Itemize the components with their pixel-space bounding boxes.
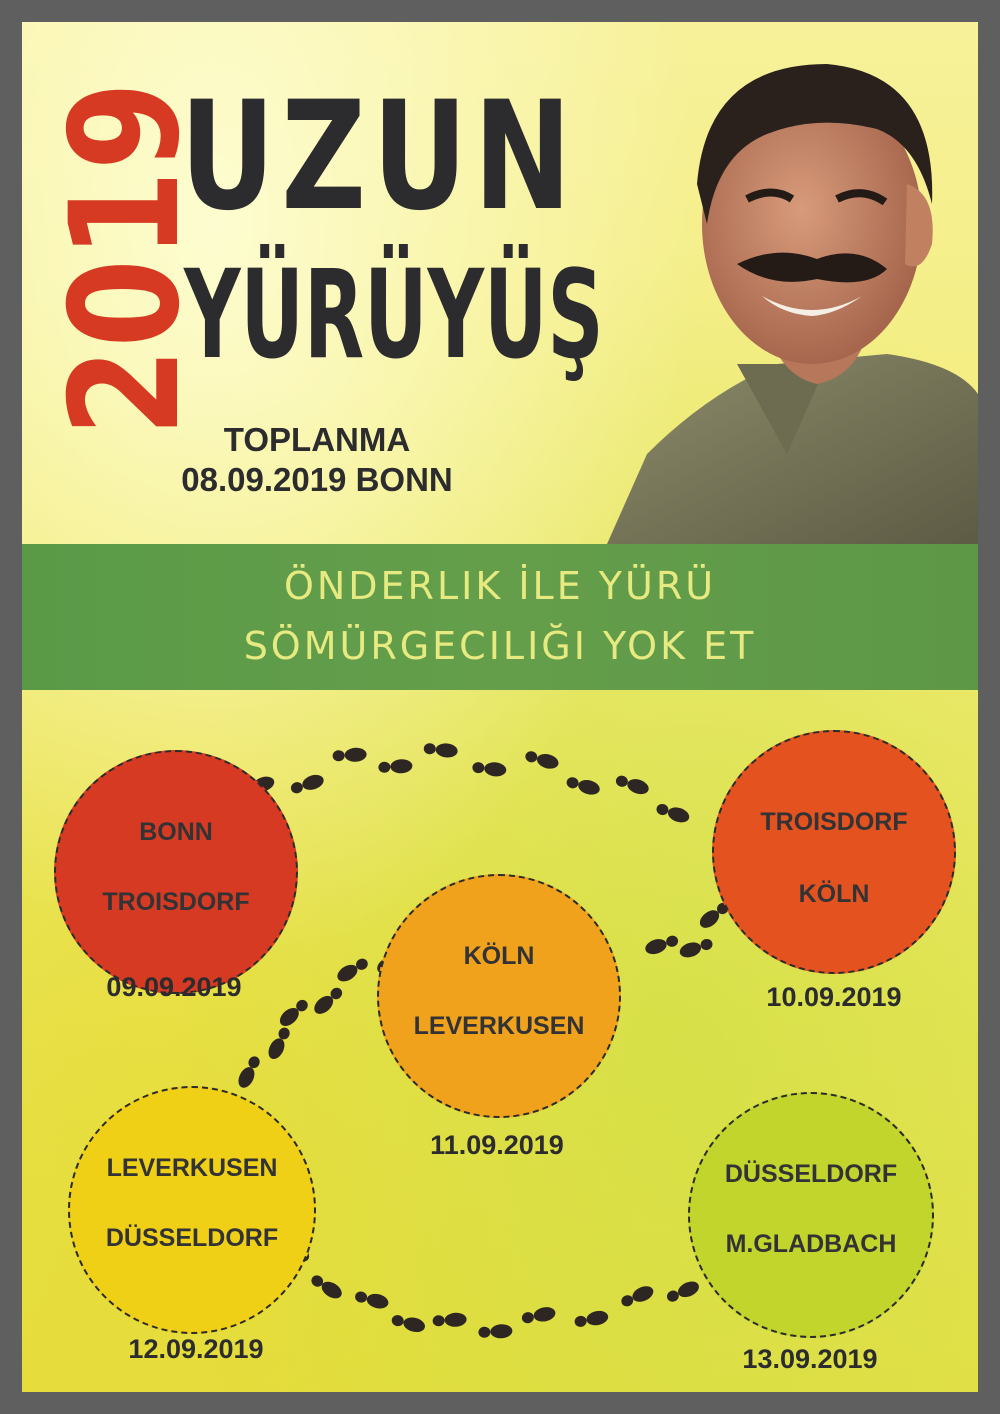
footprint-icon [332,747,367,763]
stage-circle-dusseldorf-mgladbach [688,1092,934,1338]
stage-circle-leverkusen-dusseldorf [68,1086,316,1334]
year-text: 2019 [37,81,213,437]
stage-to: KÖLN [798,880,870,908]
stage-circle-troisdorf-koln [712,730,956,974]
slogan-line-1: ÖNDERLIK İLE YÜRÜ [283,564,717,608]
footprint-icon [524,748,561,771]
stage-circle-bonn-troisdorf [54,750,298,994]
stage-from: KÖLN [463,942,535,970]
stage-to: DÜSSELDORF [105,1224,279,1252]
footprint-icon [308,1272,344,1302]
footprint-icon [334,955,370,985]
footprint-icon [521,1305,557,1325]
gathering-label: TOPLANMA [223,421,411,458]
footprint-icon [678,936,715,960]
footprint-icon [472,760,507,777]
footprint-icon [378,759,413,775]
stage-date: 10.09.2019 [766,982,902,1012]
slogan-line-2: SÖMÜRGECILIĞI YOK ET [243,624,757,668]
footprint-icon [665,1278,702,1304]
stage-circle-koln-leverkusen [377,874,621,1118]
title-line-1: UZUN [180,70,578,244]
footprint-icon [423,741,458,758]
stage-date: 12.09.2019 [128,1334,264,1364]
footprint-icon [265,1025,293,1062]
stage-date: 09.09.2019 [106,972,242,1002]
stage-date: 13.09.2019 [742,1344,878,1374]
footprint-icon [235,1054,263,1091]
stage-to: TROISDORF [102,888,250,916]
stage-from: DÜSSELDORF [724,1160,898,1188]
stage-to: LEVERKUSEN [413,1012,585,1040]
footprint-icon [614,773,651,797]
title-line-2: YÜRÜYÜŞ [184,244,604,386]
stage-to: M.GLADBACH [725,1230,897,1258]
footprint-icon [354,1289,390,1311]
poster [22,22,978,1392]
footprint-icon [573,1309,609,1329]
footprint-icon [432,1312,467,1328]
stage-date: 11.09.2019 [430,1130,564,1160]
footprint-icon [478,1324,513,1340]
footprint-icon [311,984,346,1017]
footprint-icon [619,1283,656,1309]
footprint-icon [289,772,326,796]
footprint-icon [565,774,602,797]
footprint-icon [390,1312,426,1334]
gathering-details: 08.09.2019 BONN [181,461,453,498]
footprint-icon [655,801,692,825]
stage-from: BONN [139,818,213,846]
stage-from: LEVERKUSEN [106,1154,278,1182]
footprint-icon [643,933,680,957]
stage-from: TROISDORF [760,808,908,836]
